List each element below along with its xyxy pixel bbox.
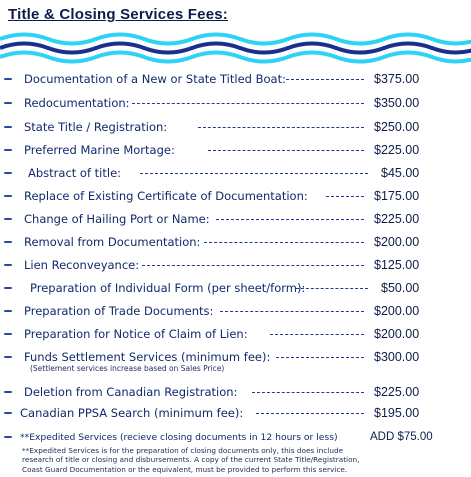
leader-line: [252, 392, 364, 393]
dash-bullet: [4, 218, 12, 220]
fee-price: $225.00: [374, 385, 420, 399]
dash-bullet: [4, 264, 12, 266]
fee-label: Change of Hailing Port or Name:: [24, 212, 210, 226]
fee-price: $50.00: [381, 281, 420, 295]
fee-row: [0, 257, 471, 273]
fee-row: [0, 211, 471, 227]
leader-line: [276, 357, 364, 358]
fee-label: Deletion from Canadian Registration:: [24, 385, 238, 399]
dash-bullet: [4, 126, 12, 128]
funds-settlement-note: (Settlement services increase based on Sales Price): [30, 364, 225, 373]
dash-bullet: [4, 310, 12, 312]
dash-bullet: [4, 195, 12, 197]
leader-line: [204, 242, 364, 243]
leader-line: [140, 173, 368, 174]
fee-label: Replace of Existing Certificate of Documentation:: [24, 189, 308, 203]
leader-line: [326, 196, 364, 197]
leader-line: [198, 127, 364, 128]
leader-line: [220, 311, 364, 312]
fee-price: $300.00: [374, 350, 420, 364]
leader-line: [142, 265, 364, 266]
fee-price: $45.00: [381, 166, 420, 180]
fee-price: $175.00: [374, 189, 420, 203]
dash-bullet: [4, 333, 12, 335]
fee-row: [0, 165, 471, 181]
fee-label: Removal from Documentation:: [24, 235, 201, 249]
leader-line: [286, 79, 364, 80]
fee-row: [0, 119, 471, 135]
fee-row: [0, 429, 471, 445]
fee-price: $200.00: [374, 235, 420, 249]
fee-label: Redocumentation:: [24, 96, 130, 110]
fee-price: $125.00: [374, 258, 420, 272]
page-title: Title & Closing Services Fees:: [8, 6, 228, 23]
fee-label: Lien Reconveyance:: [24, 258, 140, 272]
dash-bullet: [4, 287, 12, 289]
fee-label: **Expedited Services (recieve closing documents in 12 hours or less): [20, 432, 338, 443]
expedited-footnote: **Expedited Services is for the preparation of closing documents only, this does include research of title or closing and disbursements. A copy of the current State Title/Registration, Coast Guard Documentation or the equivalent, must be provided to perform this service.: [22, 446, 360, 474]
fee-price: $250.00: [374, 120, 420, 134]
fee-price: $350.00: [374, 96, 420, 110]
fee-price: $375.00: [374, 72, 420, 86]
fee-price: $195.00: [374, 406, 420, 420]
fee-row: [0, 234, 471, 250]
fee-row: [0, 142, 471, 158]
leader-line: [132, 103, 364, 104]
fee-row: [0, 405, 471, 421]
fee-price: $225.00: [374, 212, 420, 226]
fee-row: [0, 384, 471, 400]
fee-row: [0, 326, 471, 342]
fee-row: [0, 95, 471, 111]
fee-label: Preparation of Individual Form (per sheet/form):: [30, 281, 306, 295]
dash-bullet: [4, 172, 12, 174]
fee-price: $225.00: [374, 143, 420, 157]
fee-price: $200.00: [374, 304, 420, 318]
fee-label: State Title / Registration:: [24, 120, 168, 134]
fee-label: Preparation of Trade Documents:: [24, 304, 214, 318]
dash-bullet: [4, 149, 12, 151]
fee-label: Documentation of a New or State Titled Boat:: [24, 72, 286, 86]
dash-bullet: [4, 391, 12, 393]
leader-line: [270, 334, 364, 335]
fee-label: Preparation for Notice of Claim of Lien:: [24, 327, 248, 341]
fee-label: Abstract of title:: [28, 166, 122, 180]
leader-line: [216, 219, 364, 220]
dash-bullet: [4, 356, 12, 358]
fee-row: [0, 71, 471, 87]
dash-bullet: [4, 78, 12, 80]
fee-label: Preferred Marine Mortage:: [24, 143, 175, 157]
dash-bullet: [4, 241, 12, 243]
leader-line: [296, 288, 368, 289]
wave-divider: [0, 30, 471, 66]
fee-row: [0, 280, 471, 296]
fee-label: Canadian PPSA Search (minimum fee):: [20, 406, 244, 420]
dash-bullet: [4, 436, 12, 438]
fee-row: [0, 349, 471, 365]
fee-row: [0, 188, 471, 204]
fee-price: ADD $75.00: [370, 431, 433, 443]
leader-line: [256, 413, 364, 414]
fee-label: Funds Settlement Services (minimum fee):: [24, 350, 271, 364]
fee-row: [0, 303, 471, 319]
leader-line: [208, 150, 364, 151]
dash-bullet: [4, 102, 12, 104]
dash-bullet: [4, 412, 12, 414]
fee-price: $200.00: [374, 327, 420, 341]
